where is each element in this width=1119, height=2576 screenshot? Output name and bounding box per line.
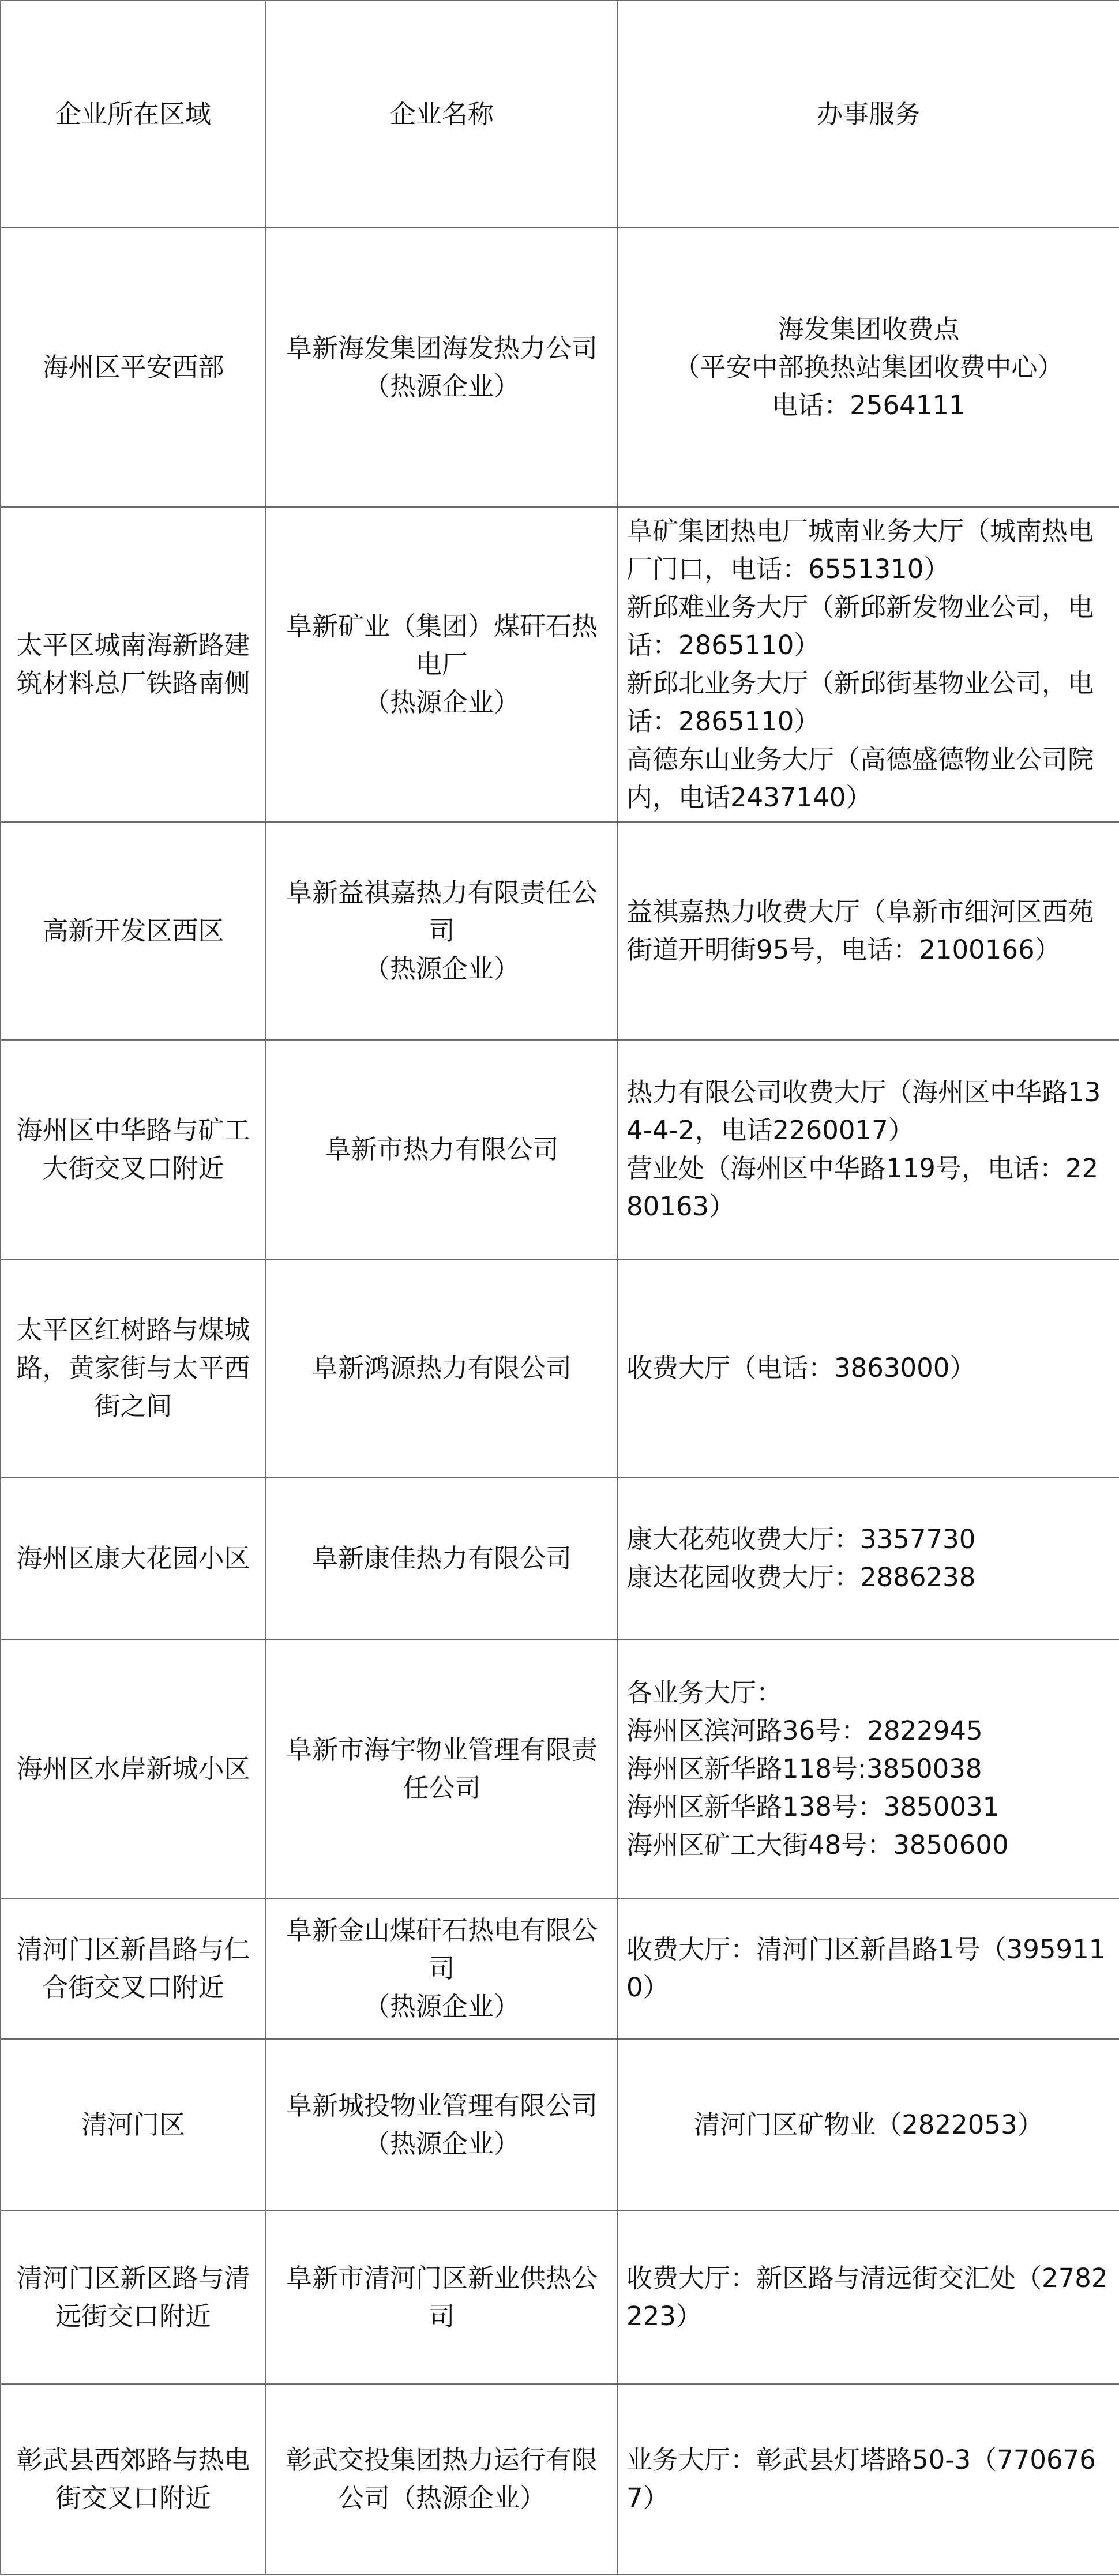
region-cell: 高新开发区西区 xyxy=(1,822,266,1040)
service-line: 高德东山业务大厅（高德盛德物业公司院内，电话2437140） xyxy=(626,744,1094,813)
company-cell xyxy=(266,822,618,1040)
company-line: （热源企业） xyxy=(363,371,520,401)
company-line: 阜新市清河门区新业供热公司 xyxy=(286,2263,598,2331)
table-row xyxy=(1,228,1119,507)
service-line: 各业务大厅： xyxy=(626,1677,783,1708)
service-line: 海发集团收费点 xyxy=(778,314,960,344)
company-cell xyxy=(266,2384,618,2574)
service-cell xyxy=(618,1898,1119,2039)
table-row xyxy=(1,2211,1119,2384)
company-line: 彰武交投集团热力运行有限公司（热源企业） xyxy=(286,2444,598,2513)
service-line: 海州区新华路118号:3850038 xyxy=(626,1753,982,1784)
region-cell: 海州区中华路与矿工大街交叉口附近 xyxy=(1,1040,266,1259)
service-cell xyxy=(618,822,1119,1040)
service-cell xyxy=(618,228,1119,507)
service-line: 营业处（海州区中华路119号，电话：2280163） xyxy=(626,1153,1099,1222)
company-line: 阜新矿业（集团）煤矸石热电厂 xyxy=(286,611,598,679)
company-cell xyxy=(266,228,618,507)
service-line: 收费大厅：新区路与清远街交汇处（2782223） xyxy=(626,2263,1108,2331)
table-body xyxy=(1,1,1119,2574)
service-line: 康达花园收费大厅：2886238 xyxy=(626,1562,976,1593)
region-cell: 彰武县西郊路与热电街交叉口附近 xyxy=(1,2384,266,2574)
region-cell: 海州区康大花园小区 xyxy=(1,1477,266,1640)
service-line: 清河门区矿物业（2822053） xyxy=(694,2109,1043,2140)
service-line: 阜矿集团热电厂城南业务大厅（城南热电厂门口，电话：6551310） xyxy=(626,516,1094,584)
service-line: 业务大厅：彰武县灯塔路50-3（7706767） xyxy=(626,2444,1096,2513)
company-cell xyxy=(266,2039,618,2211)
region-cell: 清河门区 xyxy=(1,2039,266,2211)
region-cell: 清河门区新昌路与仁合街交叉口附近 xyxy=(1,1898,266,2039)
header-service: 办事服务 xyxy=(618,1,1119,228)
company-cell xyxy=(266,2211,618,2384)
company-line: （热源企业） xyxy=(363,953,520,984)
service-line: 海州区滨河路36号：2822945 xyxy=(626,1715,983,1746)
company-cell xyxy=(266,1640,618,1898)
table-row xyxy=(1,1259,1119,1477)
company-line: 阜新金山煤矸石热电有限公司 xyxy=(286,1915,598,1984)
service-line: 益祺嘉热力收费大厅（阜新市细河区西苑街道开明街95号，电话：2100166） xyxy=(626,896,1094,965)
company-line: 阜新益祺嘉热力有限责任公司 xyxy=(286,877,598,946)
service-line: 电话：2564111 xyxy=(772,390,966,420)
table-row xyxy=(1,2384,1119,2574)
table-row xyxy=(1,822,1119,1040)
table-row xyxy=(1,1898,1119,2039)
service-line: 收费大厅（电话：3863000） xyxy=(626,1353,976,1383)
service-line: 康大花苑收费大厅：3357730 xyxy=(626,1524,976,1554)
company-cell xyxy=(266,507,618,822)
service-line: 海州区矿工大街48号：3850600 xyxy=(626,1830,1009,1860)
table-row xyxy=(1,1477,1119,1640)
service-line: 新邱北业务大厅（新邱街基物业公司，电话：2865110） xyxy=(626,668,1094,737)
table-row xyxy=(1,2039,1119,2211)
region-cell: 海州区水岸新城小区 xyxy=(1,1640,266,1898)
region-cell: 太平区城南海新路建筑材料总厂铁路南侧 xyxy=(1,507,266,822)
table-row xyxy=(1,507,1119,822)
company-line: 阜新市热力有限公司 xyxy=(325,1134,559,1165)
service-cell xyxy=(618,507,1119,822)
company-cell xyxy=(266,1040,618,1259)
service-line: 收费大厅：清河门区新昌路1号（3959110） xyxy=(626,1934,1106,2003)
header-region: 企业所在区域 xyxy=(1,1,266,228)
table-row xyxy=(1,1040,1119,1259)
company-line: 阜新城投物业管理有限公司 xyxy=(286,2090,598,2121)
service-line: 海州区新华路138号：3850031 xyxy=(626,1792,1000,1822)
company-line: （热源企业） xyxy=(363,1991,520,2022)
table-row xyxy=(1,1640,1119,1898)
service-cell xyxy=(618,2384,1119,2574)
service-cell xyxy=(618,1640,1119,1898)
table-header-row xyxy=(1,1,1119,228)
region-cell: 太平区红树路与煤城路，黄家街与太平西街之间 xyxy=(1,1259,266,1477)
company-cell xyxy=(266,1898,618,2039)
company-line: 阜新鸿源热力有限公司 xyxy=(311,1353,572,1383)
service-line: 热力有限公司收费大厅（海州区中华路134-4-2，电话2260017） xyxy=(626,1077,1101,1146)
header-company: 企业名称 xyxy=(266,1,618,228)
service-line: （平安中部换热站集团收费中心） xyxy=(674,352,1064,382)
service-cell xyxy=(618,2211,1119,2384)
service-cell xyxy=(618,1259,1119,1477)
service-line: 新邱难业务大厅（新邱新发物业公司，电话：2865110） xyxy=(626,592,1094,660)
service-cell xyxy=(618,2039,1119,2211)
region-cell: 清河门区新区路与清远街交口附近 xyxy=(1,2211,266,2384)
company-line: 阜新康佳热力有限公司 xyxy=(311,1543,572,1574)
service-cell xyxy=(618,1477,1119,1640)
service-cell xyxy=(618,1040,1119,1259)
company-line: （热源企业） xyxy=(363,687,520,718)
company-line: （热源企业） xyxy=(363,2128,520,2159)
region-cell: 海州区平安西部 xyxy=(1,228,266,507)
company-line: 阜新市海宇物业管理有限责任公司 xyxy=(286,1734,598,1803)
company-cell xyxy=(266,1259,618,1477)
company-line: 阜新海发集团海发热力公司 xyxy=(286,333,598,363)
company-cell xyxy=(266,1477,618,1640)
